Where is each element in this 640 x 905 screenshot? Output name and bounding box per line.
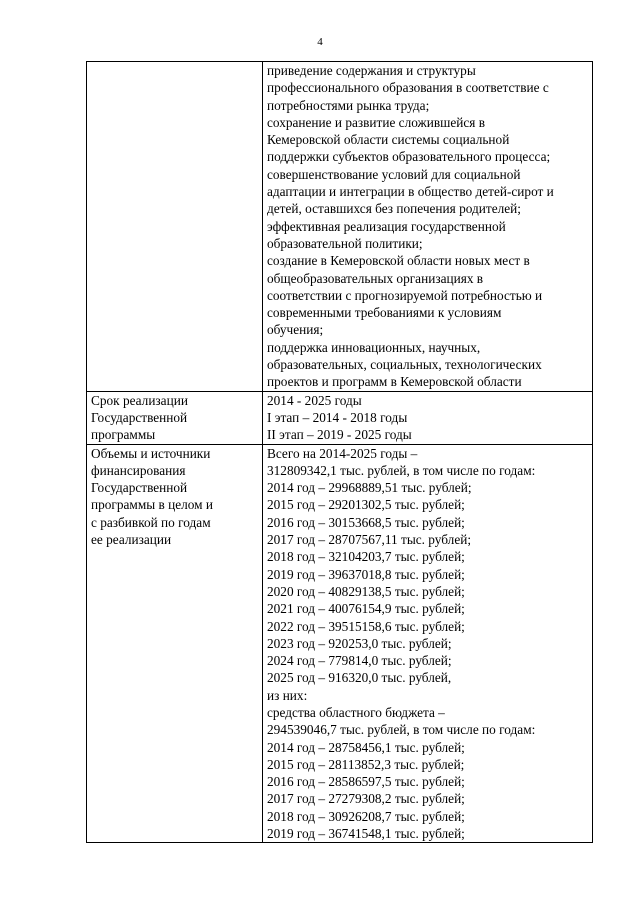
content-line: приведение содержания и структуры	[267, 63, 476, 78]
content-line: адаптации и интеграции в общество детей-сирот и	[267, 184, 554, 200]
label-line: с разбивкой по годам	[91, 514, 211, 530]
row-label-cell	[87, 62, 263, 392]
content-line: 2014 год – 29968889,51 тыс. рублей;	[267, 480, 472, 496]
page-number: 4	[317, 36, 323, 48]
content-line: поддержка инновационных, научных,	[267, 339, 481, 355]
table-row	[87, 444, 593, 843]
label-line: Государственной	[91, 480, 188, 496]
row-label-cell	[87, 444, 263, 843]
content-line: из них:	[267, 687, 308, 703]
label-line: Государственной	[91, 409, 188, 425]
content-line: Кемеровской области системы социальной	[267, 132, 510, 148]
content-line: 2014 - 2025 годы	[267, 392, 362, 408]
content-line: обучения;	[267, 322, 324, 338]
content-line: 2025 год – 916320,0 тыс. рублей,	[267, 670, 452, 686]
content-line: проектов и программ в Кемеровской области	[267, 374, 522, 390]
content-line: 2020 год – 40829138,5 тыс. рублей;	[267, 583, 465, 599]
content-line: II этап – 2019 - 2025 годы	[267, 427, 412, 443]
content-line: 2018 год – 32104203,7 тыс. рублей;	[267, 549, 465, 565]
label-line: программы в целом и	[91, 497, 214, 513]
content-line: 2015 год – 28113852,3 тыс. рублей;	[267, 756, 465, 772]
content-line: I этап – 2014 - 2018 годы	[267, 409, 408, 425]
content-line: 2016 год – 28586597,5 тыс. рублей;	[267, 774, 465, 790]
label-line: финансирования	[91, 462, 186, 478]
label-line: Срок реализации	[91, 392, 188, 408]
content-line: сохранение и развитие сложившейся в	[267, 114, 485, 130]
content-line: 2015 год – 29201302,5 тыс. рублей;	[267, 497, 465, 513]
content-line: современными требованиями к условиям	[267, 305, 502, 321]
content-line: 294539046,7 тыс. рублей, в том числе по годам:	[267, 722, 536, 738]
content-line: 2018 год – 30926208,7 тыс. рублей;	[267, 808, 465, 824]
content-line: 2014 год – 28758456,1 тыс. рублей;	[267, 739, 465, 755]
program-passport-table	[86, 61, 593, 843]
label-line: программы	[91, 427, 156, 443]
content-line: поддержки субъектов образовательного процесса;	[267, 149, 551, 165]
content-line: создание в Кемеровской области новых мест в	[267, 253, 530, 269]
content-line: соответствии с прогнозируемой потребностью и	[267, 287, 543, 303]
content-line: Всего на 2014-2025 годы –	[267, 445, 418, 461]
content-line: 2019 год – 39637018,8 тыс. рублей;	[267, 566, 465, 582]
content-line: 2017 год – 28707567,11 тыс. рублей;	[267, 532, 472, 548]
row-label-cell	[87, 391, 263, 444]
row-content-cell	[263, 444, 593, 843]
content-line: 2019 год – 36741548,1 тыс. рублей;	[267, 826, 465, 842]
content-line: средства областного бюджета –	[267, 704, 445, 720]
content-line: детей, оставшихся без попечения родителей;	[267, 201, 521, 217]
content-line: 312809342,1 тыс. рублей, в том числе по годам:	[267, 462, 536, 478]
label-line: Объемы и источники	[91, 445, 211, 461]
label-line: ее реализации	[91, 532, 172, 548]
table-row	[87, 391, 593, 444]
content-line: 2017 год – 27279308,2 тыс. рублей;	[267, 791, 465, 807]
content-line: профессионального образования в соответствие с	[267, 80, 549, 96]
content-line: общеобразовательных организациях в	[267, 270, 484, 286]
content-line: эффективная реализация государственной	[267, 218, 506, 234]
content-line: 2016 год – 30153668,5 тыс. рублей;	[267, 514, 465, 530]
content-line: 2022 год – 39515158,6 тыс. рублей;	[267, 618, 465, 634]
content-line: потребностями рынка труда;	[267, 97, 430, 113]
content-line: 2024 год – 779814,0 тыс. рублей;	[267, 653, 452, 669]
content-line: 2021 год – 40076154,9 тыс. рублей;	[267, 601, 465, 617]
content-line: образовательной политики;	[267, 235, 423, 251]
content-line: совершенствование условий для социальной	[267, 166, 521, 182]
content-line: 2023 год – 920253,0 тыс. рублей;	[267, 635, 452, 651]
table-row	[87, 62, 593, 392]
row-content-cell	[263, 62, 593, 392]
row-content-cell	[263, 391, 593, 444]
content-line: образовательных, социальных, технологических	[267, 357, 542, 373]
